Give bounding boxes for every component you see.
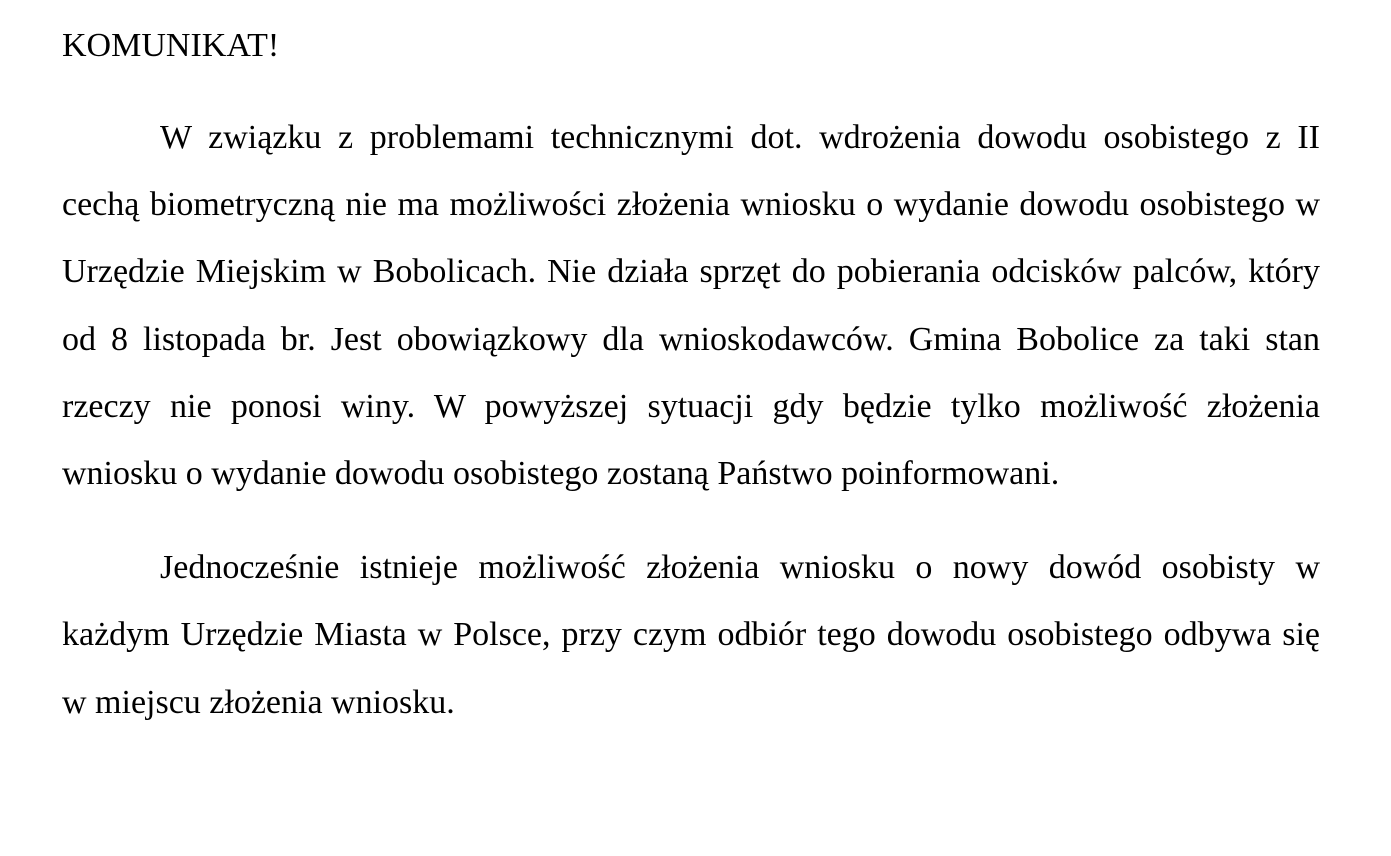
announcement-document	[62, 22, 1320, 736]
announcement-title: KOMUNIKAT!	[62, 27, 280, 64]
announcement-paragraph-alternative-option: Jednocześnie istnieje możliwość złożenia wniosku o nowy dowód osobisty w każdym Urzędzie Miasta w Polsce, przy czym odbiór tego dowodu osobistego odbywa się w miejscu złożenia wniosku.	[62, 549, 1320, 721]
announcement-paragraph-technical-problems: W związku z problemami technicznymi dot. wdrożenia dowodu osobistego z II cechą biometryczną nie ma możliwości złożenia wniosku o wydanie dowodu osobistego w Urzędzie Miejskim w Bobolicach. Nie działa sprzęt do pobierania odcisków palców, który od 8 listopada br. Jest obowiązkowy dla wnioskodawców. Gmina Bobolice za taki stan rzeczy nie ponosi winy. W powyższej sytuacji gdy będzie tylko możliwość złożenia wniosku o wydanie dowodu osobistego zostaną Państwo poinformowani.	[62, 119, 1320, 493]
